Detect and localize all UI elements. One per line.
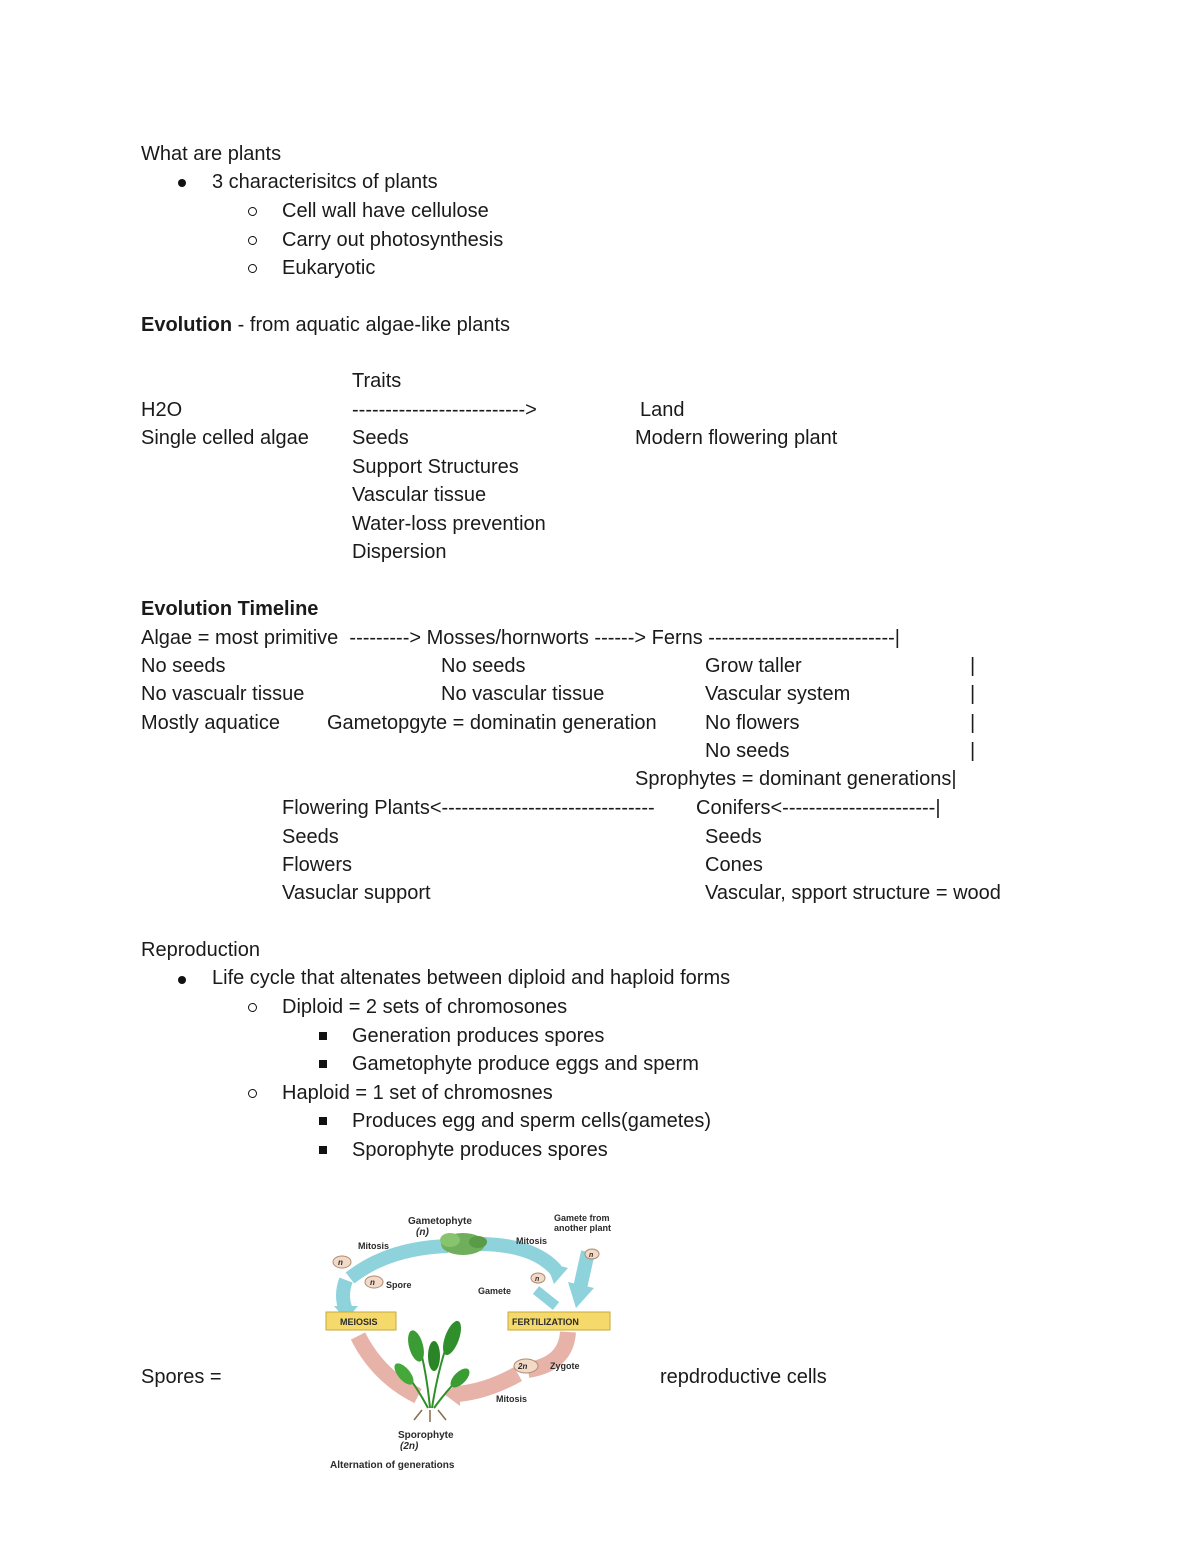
timeline-pipe: | — [970, 655, 976, 677]
gametophyte-icon-part — [440, 1233, 460, 1247]
sporophytes-line: Sprophytes = dominant generations| — [635, 768, 957, 790]
arrow-gamete — [536, 1290, 556, 1306]
timeline-pipe: | — [970, 712, 976, 734]
algae-trait: No seeds — [141, 655, 226, 677]
bullet-disc — [178, 976, 186, 984]
arrow-down-left — [343, 1280, 346, 1310]
gametophyte-n-label: (n) — [416, 1227, 429, 1238]
fern-sporophyte-icon — [391, 1319, 473, 1422]
trait-item: Dispersion — [352, 541, 447, 563]
zygote-label: Zygote — [550, 1361, 580, 1371]
timeline-pipe: | — [970, 683, 976, 705]
conifers-row: Conifers<-----------------------| — [696, 797, 941, 819]
algae-trait: No vascualr tissue — [141, 683, 305, 705]
evolution-arrow: --------------------------> — [352, 399, 537, 421]
two-n-label: 2n — [518, 1362, 528, 1371]
h2o-label: H2O — [141, 399, 183, 421]
land-label: Land — [640, 399, 685, 421]
haploid-subitem: Sporophyte produces spores — [352, 1139, 608, 1161]
bullet-circle — [248, 1089, 257, 1098]
intro-item: Cell wall have cellulose — [282, 200, 489, 222]
bullet-circle — [248, 264, 257, 273]
alternation-of-generations-diagram — [318, 1206, 648, 1478]
trait-item: Support Structures — [352, 456, 519, 478]
meiosis-label: MEIOSIS — [340, 1317, 378, 1327]
conifers-trait: Vascular, spport structure = wood — [705, 882, 1001, 904]
bullet-circle — [248, 207, 257, 216]
conifers-trait: Cones — [705, 854, 763, 876]
trait-item: Seeds — [352, 427, 409, 449]
flowering-trait: Vasuclar support — [282, 882, 431, 904]
bullet-disc — [178, 179, 186, 187]
diploid-item: Diploid = 2 sets of chromosones — [282, 996, 568, 1018]
timeline-pipe: | — [970, 740, 976, 762]
ferns-trait: No seeds — [705, 740, 790, 762]
intro-item: Eukaryotic — [282, 257, 376, 279]
algae-trait: Mostly aquatice — [141, 712, 280, 734]
n-label: n — [535, 1276, 540, 1283]
fertilization-label: FERTILIZATION — [512, 1317, 579, 1327]
mitosis-left-label: Mitosis — [358, 1241, 390, 1251]
mosses-trait: No seeds — [441, 655, 526, 677]
diploid-subitem: Gametophyte produce eggs and sperm — [352, 1053, 699, 1075]
flowering-trait: Seeds — [282, 826, 339, 848]
intro-item: Carry out photosynthesis — [282, 229, 504, 251]
bullet-square — [319, 1032, 327, 1040]
bullet-square — [319, 1146, 327, 1154]
reproduction-bullet: Life cycle that altenates between diploid and haploid forms — [212, 967, 731, 989]
gametophyte-icon-part — [469, 1236, 487, 1248]
reproduction-title: Reproduction — [141, 939, 260, 961]
n-label: n — [370, 1278, 375, 1287]
timeline-row: Algae = most primitive ---------> Mosses/hornworts ------> Ferns ----------------------------| — [141, 627, 900, 649]
evolution-label: Evolution — [141, 314, 233, 336]
diagram-caption: Alternation of generations — [330, 1460, 455, 1471]
trait-item: Water-loss prevention — [352, 513, 546, 535]
traits-header: Traits — [352, 370, 402, 392]
evolution-text: - from aquatic algae-like plants — [232, 314, 511, 336]
gametophyte-label: Gametophyte — [408, 1216, 472, 1227]
conifers-trait: Seeds — [705, 826, 762, 848]
spores-prefix: Spores = — [141, 1366, 222, 1388]
spore-label: Spore — [386, 1280, 412, 1290]
mitosis-bottom-label: Mitosis — [496, 1394, 528, 1404]
timeline-title: Evolution Timeline — [141, 598, 319, 620]
intro-title: What are plants — [141, 143, 282, 165]
bullet-square — [319, 1060, 327, 1068]
intro-bullet: 3 characterisitcs of plants — [212, 171, 438, 193]
gamete-label: Gamete — [478, 1286, 512, 1296]
n-label: n — [589, 1252, 594, 1259]
evolution-line — [141, 315, 510, 335]
bullet-circle — [248, 1003, 257, 1012]
bullet-square — [319, 1117, 327, 1125]
mosses-trait: Gametopgyte = dominatin generation — [327, 712, 657, 734]
single-celled-label: Single celled algae — [141, 427, 309, 449]
arrowhead — [568, 1282, 594, 1308]
arrow-mitosis-right — [478, 1244, 556, 1270]
flowering-row: Flowering Plants<-------------------------------- — [282, 797, 655, 819]
ferns-trait: Grow taller — [705, 655, 802, 677]
n-label: n — [338, 1258, 343, 1267]
diploid-subitem: Generation produces spores — [352, 1025, 605, 1047]
haploid-subitem: Produces egg and sperm cells(gametes) — [352, 1110, 712, 1132]
sporophyte-2n-label: (2n) — [400, 1441, 419, 1452]
haploid-item: Haploid = 1 set of chromosnes — [282, 1082, 553, 1104]
mosses-trait: No vascular tissue — [441, 683, 605, 705]
trait-item: Vascular tissue — [352, 484, 487, 506]
ferns-trait: Vascular system — [705, 683, 851, 705]
flowering-trait: Flowers — [282, 854, 353, 876]
modern-plant-label: Modern flowering plant — [635, 427, 838, 449]
another-plant-label: another plant — [554, 1223, 612, 1233]
sporophyte-label: Sporophyte — [398, 1430, 454, 1441]
spores-suffix: repdroductive cells — [660, 1366, 827, 1388]
mitosis-right-label: Mitosis — [516, 1236, 548, 1246]
bullet-circle — [248, 236, 257, 245]
gamete-from-label: Gamete from — [554, 1213, 610, 1223]
ferns-trait: No flowers — [705, 712, 800, 734]
